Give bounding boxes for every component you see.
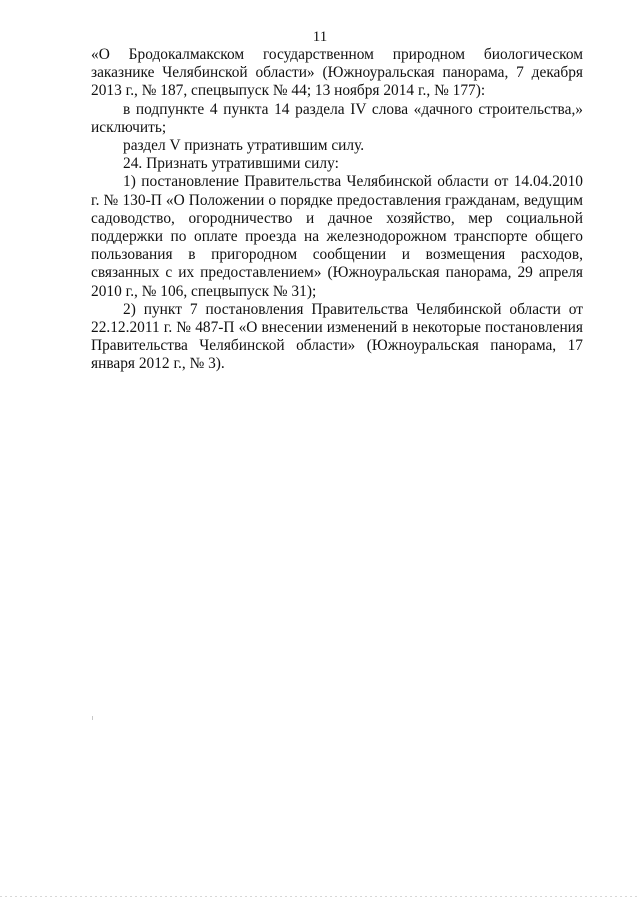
paragraph-item-24-2: 2) пункт 7 постановления Правительства Челябинской области от 22.12.2011 г. № 487-П «О внесении изменений в некоторые постановления Правительства Челябинской области» (Южноуральская панорама, 17 января 2012 г., № 3). [91,300,583,373]
page-number: 11 [312,29,328,45]
paragraph-subpoint-exclude: в подпункте 4 пункта 14 раздела IV слова «дачного строительства,» исключить; [91,100,583,136]
paragraph-item-24-1: 1) постановление Правительства Челябинской области от 14.04.2010 г. № 130-П «О Положении о порядке предоставления гражданам, ведущим садоводство, огородничество и дачное хозяйство, мер социальной поддержки по оплате проезда на железнодорожном транспорте общего пользования в пригородном сообщении и возмещения расходов, связанных с их предоставлением» (Южноуральская панорама, 29 апреля 2010 г., № 106, спецвыпуск № 31); [91,173,583,300]
paragraph-item-24: 24. Признать утратившими силу: [123,155,339,173]
scan-artifact-dot [92,716,93,720]
paragraph-zakaznik-title: «О Бродокалмакском государственном природном биологическом заказнике Челябинской области» (Южноуральская панорама, 7 декабря 2013 г., № 187, спецвыпуск № 44; 13 ноября 2014 г., № 177): [91,46,583,100]
scan-artifact-bottom-line [0,896,640,897]
document-body [91,46,583,374]
paragraph-section-v-void: раздел V признать утратившим силу. [123,137,365,155]
